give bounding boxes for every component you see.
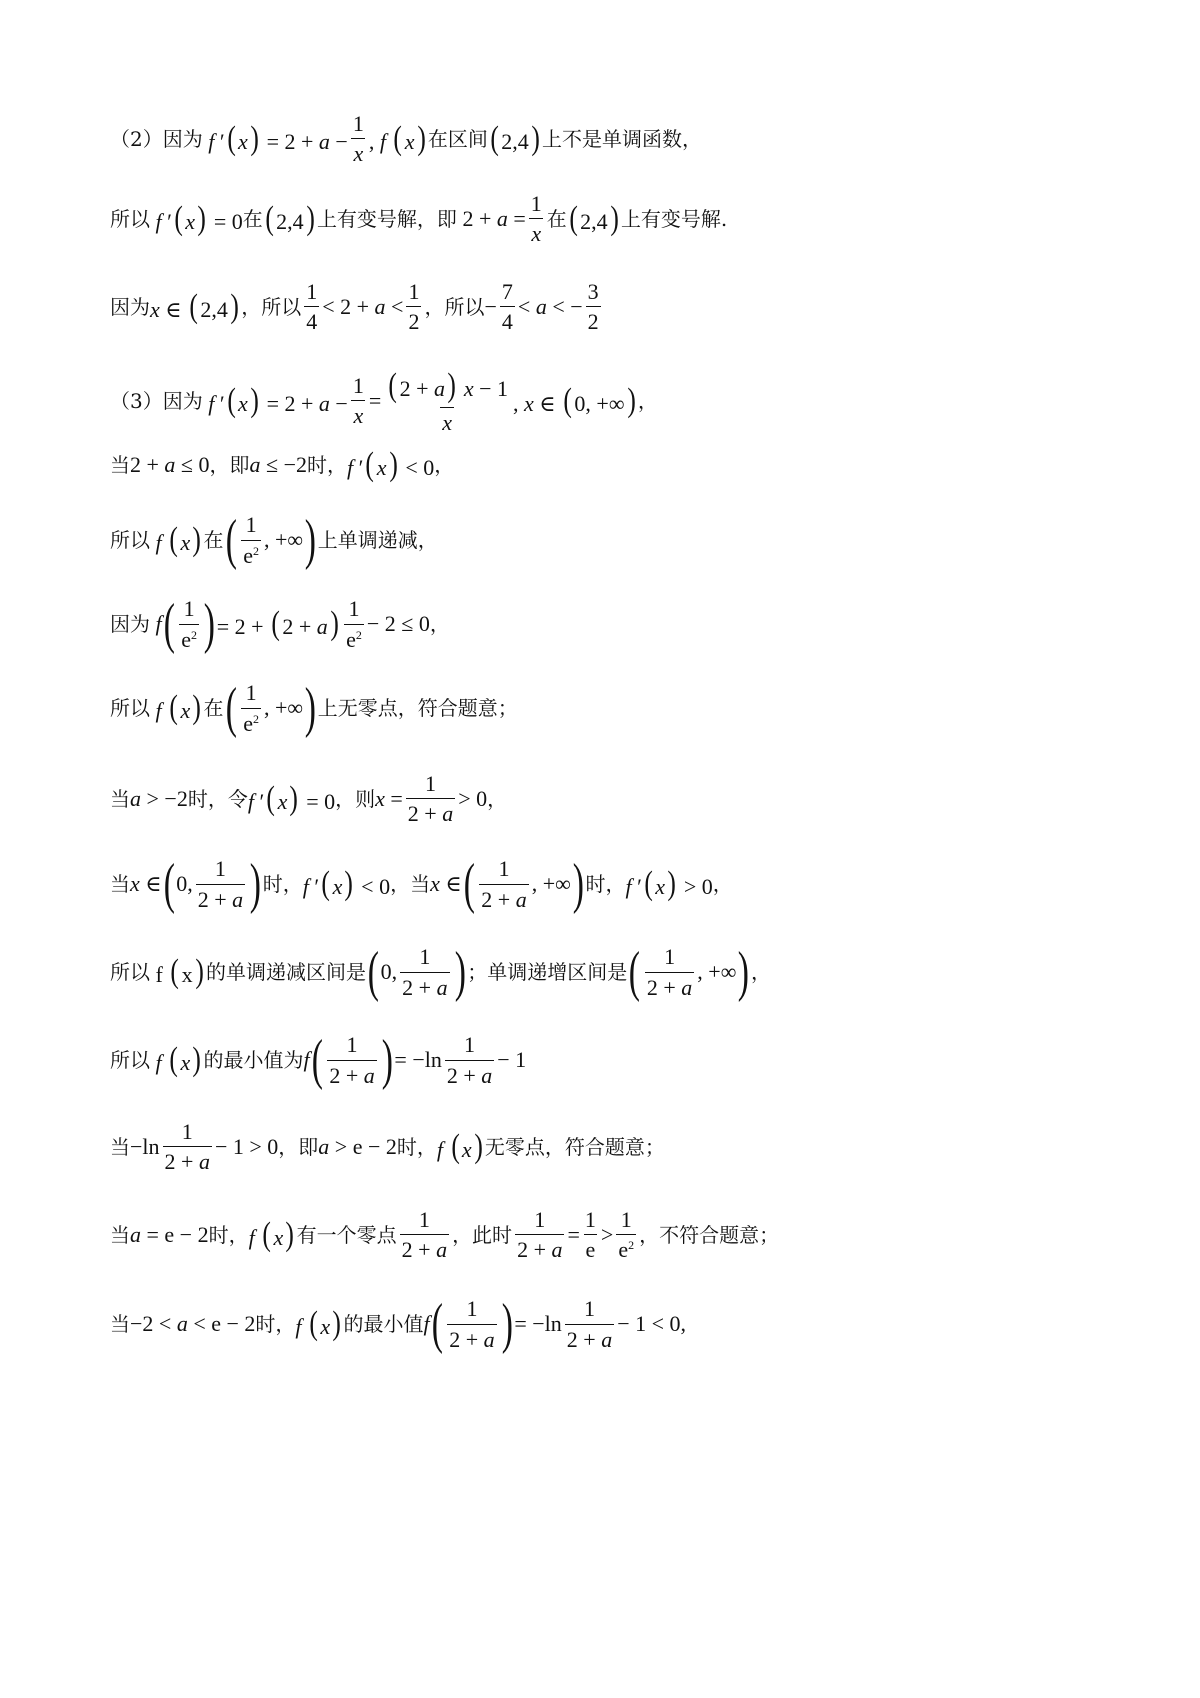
formula: = [368,387,382,413]
paren-right: ) [381,1029,393,1091]
formula: = 2 + ( 2 + a) [216,605,339,642]
formula: x ∈ [430,871,462,896]
fraction: $\frac{1}{e^2}$ [243,680,259,736]
text: 所以 [110,206,150,231]
paren-right: ) [203,593,215,655]
paren-right: ) [304,509,316,571]
paren-right: ) [249,853,262,915]
formula: f ( x) [155,521,202,558]
solution-line-4 [110,368,658,434]
formula: f ( x) [155,1041,202,1078]
text: ；单调递增区间是 [467,960,628,984]
interval: ( 2,4) [569,199,619,237]
formula: 2 + a ≤ 0 [130,452,210,477]
paren-right: ) [304,677,316,739]
formula: > [600,1221,614,1247]
formula: x ∈ ( 2,4) [150,287,239,325]
formula: − 1 < 0, [617,1311,687,1336]
text: 上有变号解，即 [316,206,457,231]
fraction: $\frac{1}{e}$ [584,1207,596,1263]
text: 有一个零点 [296,1222,397,1247]
solution-line-9 [110,772,507,825]
formula: f ′( x) < 0 [302,865,391,902]
text: 时，令 [187,786,248,811]
text: ，所以 [241,294,302,319]
text: 在区间 [427,126,488,151]
fraction: $\frac{1}{2 + a}$ [407,771,454,827]
text: 当 [110,1134,130,1159]
fraction: $\frac{1}{e^2}$ [346,596,362,652]
formula: − 1 > 0 [214,1133,279,1159]
formula: < 2 + a < [322,293,404,319]
paren-left: ( [463,853,475,915]
formula: 2 + a = [456,205,526,231]
paren-left: ( [311,1029,323,1091]
fraction: $\frac{3}{2}$ [587,279,599,335]
text: ，此时 [452,1222,513,1247]
solution-line-6 [110,509,438,571]
formula: x = [375,785,403,811]
text: 的最小值为 [203,1048,304,1072]
text: 当 [110,453,130,477]
text: ，当 [390,872,431,896]
fraction: $\frac{1}{2 + a}$ [449,1296,495,1352]
solution-line-11 [110,941,772,1003]
text: ， [637,388,658,413]
text: 当 [110,1312,130,1336]
text: 所以 [110,960,150,984]
text: 时， [208,1222,249,1247]
text: ，所以 [424,294,485,319]
formula: −2 < a < e − 2 [130,1311,256,1336]
formula: f [303,1047,310,1072]
formula: a = e − 2 [130,1221,209,1247]
text: 上有变号解. [620,206,728,231]
formula: = −ln [514,1311,562,1336]
solution-line-3 [110,280,604,333]
fraction: $\frac{1}{2 + a}$ [197,856,244,912]
formula: , +∞ [263,695,304,720]
formula: , +∞ [263,527,304,552]
formula: , x ∈ ( 0, +∞) [513,381,636,419]
text: 当 [110,1222,130,1247]
formula: f ( x) [150,953,204,990]
text: ， [751,960,772,984]
interval: ( 2,4) [490,119,540,157]
text: ， [487,786,508,811]
formula: − 1 [497,1047,527,1072]
text: 上不是单调函数， [542,126,703,151]
formula-fx: , f ( x) [368,119,426,157]
paren-left: ( [225,509,237,571]
text: 因为 [110,612,150,636]
fraction: $\frac{1}{2 + a}$ [401,1207,448,1263]
formula: f [155,611,162,636]
paren-left: ( [163,593,175,655]
formula: = −ln [394,1047,442,1072]
text: ， [434,453,455,477]
text: 在 [203,528,224,552]
formula: f ′( x) = 0 [247,779,336,817]
formula: , +∞ [697,959,737,984]
formula: < a < − [517,293,583,319]
fraction: $\frac{1}{2 + a}$ [446,1032,493,1088]
formula: a > e − 2 [318,1133,397,1159]
text: （3）因为 [110,388,203,413]
text: 所以 [110,528,150,552]
formula: − [484,293,497,319]
formula: a ≤ −2 [249,452,307,477]
fraction: $\frac{1}{2 + a}$ [517,1207,563,1263]
text: 在 [546,206,567,231]
fraction: $\frac{1}{e^2}$ [618,1207,635,1263]
solution-line-2 [110,192,727,245]
formula: f ( x) [295,1305,342,1342]
formula: f ( x) [436,1127,483,1165]
fraction: $\frac{1}{4}$ [306,279,318,335]
paren-left: ( [431,1293,443,1355]
text: ，即 [209,453,250,477]
formula: x ∈ [130,871,162,896]
text: 因为 [110,294,150,319]
formula: f ′( x) = 0 [155,199,243,237]
text: 无零点，符合题意； [484,1134,665,1159]
paren-left: ( [225,677,237,739]
text: ，即 [278,1134,319,1159]
fraction: $\frac{1}{x}$ [530,191,542,247]
text: 所以 [110,1048,150,1072]
text: 时， [262,872,303,896]
text: 当 [110,786,130,811]
formula: f [423,1311,430,1336]
solution-line-12 [110,1029,527,1091]
fraction: $\frac{1}{x}$ [352,111,364,167]
text: ，则 [335,786,376,811]
paren-right: ) [738,941,750,1003]
paren-right: ) [572,853,584,915]
text: 在 [203,696,224,720]
paren-left: ( [367,941,379,1003]
paren-left: ( [628,941,641,1003]
interval: ( 2,4) [265,199,315,237]
text: （2）因为 [110,126,203,151]
fraction: $\frac{1}{x}$ [352,373,364,429]
text: 当 [110,872,130,896]
formula: f ′( x) > 0 [625,865,713,902]
formula-fprime: f ′( x) = 2 + a − [208,119,348,157]
formula: > 0 [458,785,488,811]
paren-right: ) [454,941,466,1003]
solution-line-13 [110,1120,665,1173]
fraction: $\frac{1}{2 + a}$ [481,856,527,912]
fraction: $\frac{7}{4}$ [501,279,513,335]
text: ， [712,872,733,896]
text: 的最小值 [343,1312,424,1336]
formula: f ( x) [155,689,202,726]
fraction: $\frac{( 2 + a) x - 1}{x}$ [388,367,509,435]
text: 的单调递减区间是 [205,960,366,984]
fraction: $\frac{1}{2 + a}$ [566,1296,613,1352]
text: 时， [306,453,347,477]
formula: , +∞ [531,871,571,896]
fraction: $\frac{1}{2 + a}$ [164,1119,210,1175]
fraction: $\frac{1}{2 + a}$ [402,944,448,1000]
paren-right: ) [501,1293,513,1355]
solution-line-1 [110,112,702,165]
fraction: $\frac{1}{2}$ [408,279,420,335]
text: 所以 [110,696,150,720]
paren-left: ( [163,853,175,915]
fraction: $\frac{1}{2 + a}$ [646,944,693,1000]
solution-line-8 [110,677,518,739]
formula: a > −2 [130,785,188,811]
fraction: $\frac{1}{e^2}$ [181,596,198,652]
formula: − 2 ≤ 0 [366,611,430,636]
formula: 0, [176,871,193,896]
formula: f ′( x) = 2 + a − [208,381,348,419]
formula: 0, [380,959,398,984]
text: 时， [255,1312,296,1336]
solution-line-15 [110,1293,687,1355]
text: 时， [585,872,626,896]
formula: −ln [130,1133,160,1159]
fraction: $\frac{1}{e^2}$ [243,512,259,568]
formula: = [567,1221,580,1247]
solution-line-7 [110,593,450,655]
formula: f ′( x) < 0 [346,446,435,483]
text: ，不符合题意； [639,1222,780,1247]
formula: f ( x) [248,1215,295,1253]
text: ， [429,612,450,636]
solution-line-14 [110,1208,779,1261]
text: 时， [396,1134,437,1159]
text: 上单调递减， [317,528,438,552]
solution-line-5 [110,448,454,482]
fraction: $\frac{1}{2 + a}$ [329,1032,375,1088]
text: 上无零点，符合题意； [317,696,518,720]
text: 在 [242,206,263,231]
solution-line-10 [110,853,733,915]
